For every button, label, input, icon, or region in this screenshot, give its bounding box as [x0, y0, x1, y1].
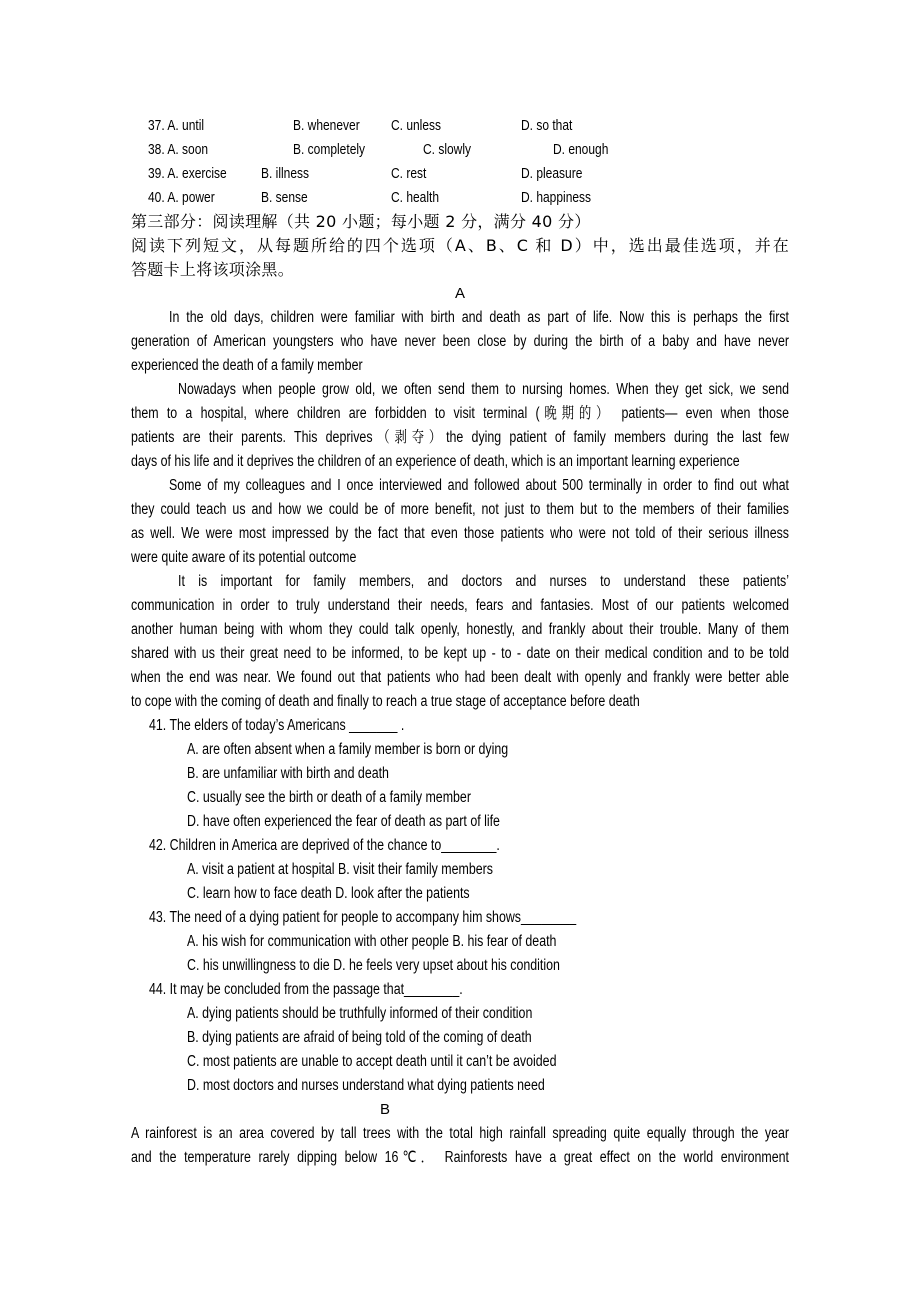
- option-d: D. pleasure: [521, 165, 583, 182]
- exam-page: [131, 114, 789, 1170]
- option-b: B. completely: [293, 141, 366, 158]
- passage-line: another human being with whom they could talk openly, honestly, and frankly about their trouble. Many of them: [131, 621, 789, 638]
- option-d: D. enough: [553, 141, 609, 158]
- passage-line: Nowadays when people grow old, we often send them to nursing homes. When they get sick, we send: [178, 381, 789, 398]
- passage-line: them to a hospital, where children are forbidden to visit terminal (晚期的） patients— even when those: [131, 405, 789, 422]
- passage-line: days of his life and it deprives the children of an experience of death, which is an important learning experience: [131, 453, 740, 470]
- option-b: B. whenever: [293, 117, 360, 134]
- option-row-40: [131, 186, 789, 210]
- answer-option: C. most patients are unable to accept death until it can’t be avoided: [187, 1053, 557, 1070]
- passage-line: It is important for family members, and doctors and nurses to understand these patients’: [178, 573, 789, 590]
- passage-line: patients are their parents. This deprives（剥夺）the dying patient of family members during the last few: [131, 429, 789, 446]
- answer-option: D. have often experienced the fear of death as part of life: [187, 813, 500, 830]
- passage-line: were quite aware of its potential outcome: [131, 549, 357, 566]
- passage-line: to cope with the coming of death and finally to reach a true stage of acceptance before death: [131, 693, 640, 710]
- section-title: 第三部分：阅读理解（共 20 小题；每小题 2 分，满分 40 分）: [131, 212, 591, 231]
- option-row-38: [131, 138, 789, 162]
- passage-line: and the temperature rarely dipping below 16℃． Rainforests have a great effect on the world environment: [131, 1149, 789, 1166]
- passage-line: when the end was near. We found out that patients who had been dealt with openly and frankly were better able: [131, 669, 789, 686]
- passage-line: shared with us their great need to be informed, to be kept up - to - date on their medical condition and to be told: [131, 645, 789, 662]
- option-c: C. slowly: [423, 141, 472, 158]
- answer-option: A. dying patients should be truthfully informed of their condition: [187, 1005, 533, 1022]
- answer-option: A. visit a patient at hospital B. visit their family members: [187, 861, 493, 878]
- question-stem: 43. The need of a dying patient for people to accompany him shows________: [149, 909, 577, 926]
- passage-line: they could teach us and how we could be of more benefit, not just to them but to the members of their families: [131, 501, 789, 518]
- option-c: C. health: [391, 189, 440, 206]
- answer-option: A. his wish for communication with other people B. his fear of death: [187, 933, 557, 950]
- passage-line: In the old days, children were familiar with birth and death as part of life. Now this is perhaps the first: [169, 309, 789, 326]
- option-a: 40. A. power: [148, 189, 215, 206]
- instructions-line: 答题卡上将该项涂黑。: [131, 260, 295, 279]
- option-a: 38. A. soon: [148, 141, 209, 158]
- option-d: D. happiness: [521, 189, 592, 206]
- passage-a: [131, 306, 789, 714]
- question-stem: 42. Children in America are deprived of the chance to________.: [149, 837, 500, 854]
- passage-a-label: A: [454, 285, 465, 302]
- option-row-39: [131, 162, 789, 186]
- answer-option: B. dying patients are afraid of being told of the coming of death: [187, 1029, 532, 1046]
- option-a: 37. A. until: [148, 117, 205, 134]
- answer-option: D. most doctors and nurses understand what dying patients need: [187, 1077, 545, 1094]
- question-stem: 44. It may be concluded from the passage that________.: [149, 981, 463, 998]
- option-b: B. sense: [261, 189, 308, 206]
- questions: [131, 714, 789, 1098]
- option-row-37: [131, 114, 789, 138]
- passage-line: experienced the death of a family member: [131, 357, 363, 374]
- cloze-options: [131, 114, 789, 210]
- question-stem: 41. The elders of today’s Americans _______ .: [149, 717, 405, 734]
- answer-option: B. are unfamiliar with birth and death: [187, 765, 389, 782]
- option-b: B. illness: [261, 165, 310, 182]
- option-d: D. so that: [521, 117, 573, 134]
- passage-line: communication in order to truly understand their needs, fears and fantasies. Most of our patients welcomed: [131, 597, 789, 614]
- option-a: 39. A. exercise: [148, 165, 227, 182]
- instructions-line: 阅读下列短文，从每题所给的四个选项（A、B、C 和 D）中，选出最佳选项，并在: [131, 236, 789, 255]
- passage-line: as well. We were most impressed by the fact that even those patients who were not told of their serious illness: [131, 525, 789, 542]
- answer-option: A. are often absent when a family member is born or dying: [187, 741, 509, 758]
- answer-option: C. his unwillingness to die D. he feels very upset about his condition: [187, 957, 560, 974]
- passage-line: A rainforest is an area covered by tall trees with the total high rainfall spreading quite equally through the year: [131, 1125, 789, 1142]
- option-c: C. rest: [391, 165, 427, 182]
- answer-option: C. learn how to face death D. look after the patients: [187, 885, 470, 902]
- passage-b-label: B: [380, 1101, 391, 1118]
- passage-b: [131, 1122, 789, 1170]
- passage-line: generation of American youngsters who have never been close by during the birth of a baby and have never: [131, 333, 789, 350]
- option-c: C. unless: [391, 117, 442, 134]
- passage-line: Some of my colleagues and I once interviewed and followed about 500 terminally in order to find out what: [169, 477, 789, 494]
- answer-option: C. usually see the birth or death of a family member: [187, 789, 471, 806]
